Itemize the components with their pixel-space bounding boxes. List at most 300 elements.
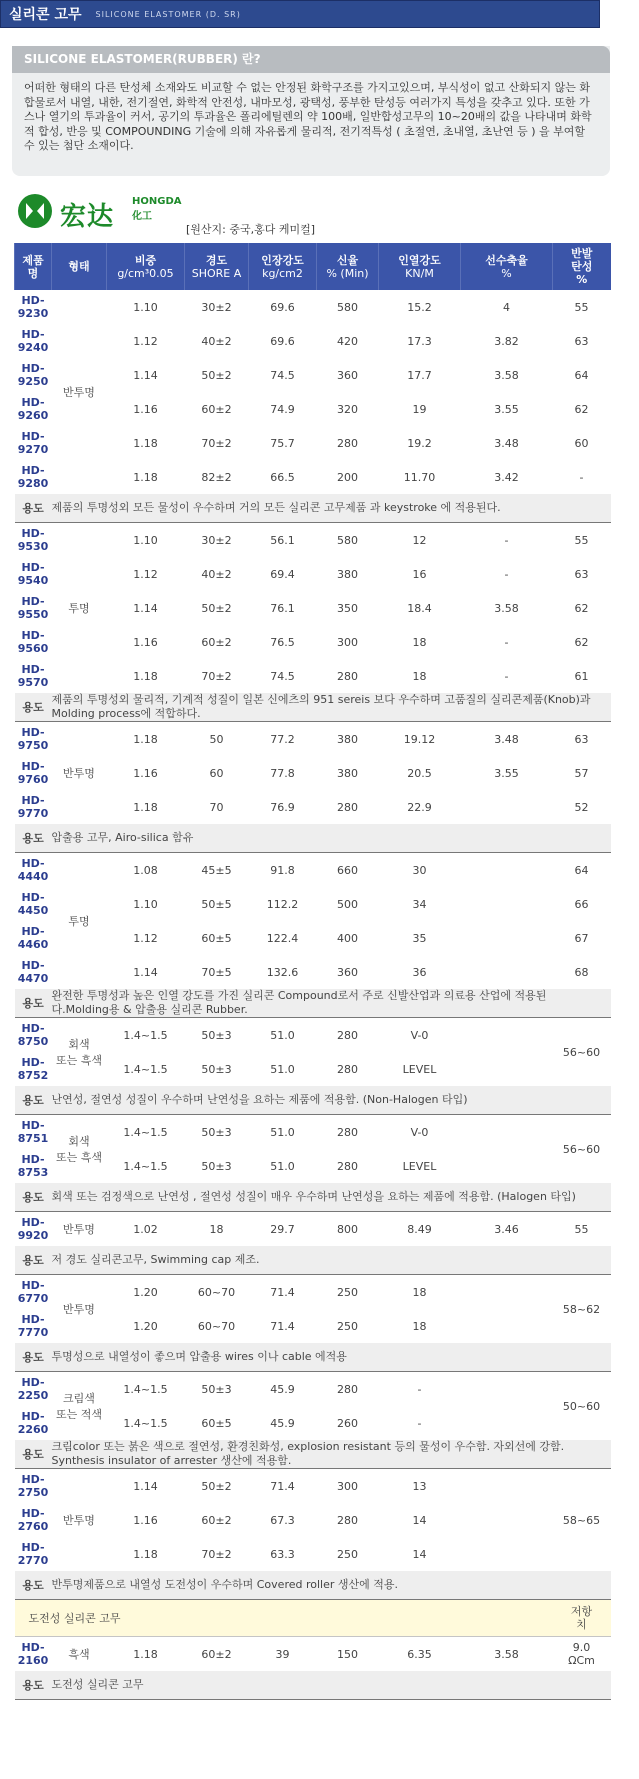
table-cell: 1.12 — [133, 334, 158, 348]
table-cell: 55 — [574, 533, 589, 547]
product-shape: 반투명 — [63, 767, 95, 780]
table-cell: 380 — [337, 766, 358, 780]
table-cell: - — [417, 1416, 422, 1430]
origin-label: [원산지: 중국,홍다 케미컬] — [186, 223, 316, 236]
table-cell: 62 — [574, 601, 589, 615]
table-cell: 350 — [337, 601, 358, 615]
table-cell: 82±2 — [201, 470, 232, 484]
table-cell: 36 — [412, 965, 427, 979]
table-cell: 1.18 — [133, 732, 158, 746]
product-code: HD- 9240 — [17, 328, 49, 354]
table-cell — [461, 1372, 553, 1407]
table-cell: 1.4~1.5 — [123, 1159, 168, 1173]
table-cell: 62 — [574, 635, 589, 649]
rebound-cell: 50~60 — [562, 1399, 601, 1413]
table-cell: 580 — [337, 533, 358, 547]
table-cell: 8.49 — [407, 1222, 432, 1236]
table-cell: 71.4 — [270, 1285, 295, 1299]
usage-label: 용도 — [15, 1086, 52, 1115]
table-cell: 13 — [412, 1479, 427, 1493]
table-cell: 1.16 — [133, 1513, 158, 1527]
usage-row — [15, 1086, 611, 1115]
table-cell: 69.6 — [270, 300, 295, 314]
table-cell: 77.2 — [270, 732, 295, 746]
product-code: HD- 4460 — [17, 925, 49, 951]
table-cell: 51.0 — [270, 1125, 295, 1139]
usage-label: 용도 — [15, 1671, 52, 1700]
table-cell: 1.16 — [133, 402, 158, 416]
table-cell: 34 — [412, 897, 427, 911]
product-code: HD- 4470 — [17, 959, 49, 985]
table-cell: 75.7 — [270, 436, 295, 450]
table-cell: 50±3 — [201, 1062, 232, 1076]
table-cell: 580 — [337, 300, 358, 314]
table-cell: 3.58 — [494, 601, 519, 615]
table-cell: 60±5 — [201, 931, 232, 945]
column-header: 비중 g/cm³0.05 — [107, 243, 185, 290]
table-cell: 74.5 — [270, 368, 295, 382]
table-cell: 3.58 — [494, 1647, 519, 1661]
usage-row — [15, 1671, 611, 1700]
table-cell: 17.7 — [407, 368, 432, 382]
table-row — [15, 1212, 611, 1247]
usage-text: 압출용 고무, Airo-silica 함유 — [52, 824, 611, 853]
table-cell: 3.82 — [494, 334, 519, 348]
table-cell: 1.18 — [133, 800, 158, 814]
product-code: HD- 2250 — [17, 1376, 49, 1402]
column-header: 신율 % (Min) — [317, 243, 379, 290]
table-row — [15, 853, 611, 888]
usage-row — [15, 1246, 611, 1275]
rebound-cell: 58~62 — [562, 1302, 601, 1316]
usage-label: 용도 — [15, 1440, 52, 1469]
table-cell: 60~70 — [197, 1319, 236, 1333]
table-header-row — [15, 243, 611, 290]
table-cell: V-0 — [410, 1125, 429, 1139]
product-code: HD- 9280 — [17, 464, 49, 490]
table-cell: 360 — [337, 368, 358, 382]
table-cell: 3.58 — [494, 368, 519, 382]
table-cell: - — [504, 635, 509, 649]
table-cell: 51.0 — [270, 1062, 295, 1076]
table-cell: 132.6 — [266, 965, 299, 979]
table-cell: 1.16 — [133, 635, 158, 649]
usage-row — [15, 1571, 611, 1600]
product-code: HD- 6770 — [17, 1279, 49, 1305]
product-shape: 회색 또는 흑색 — [55, 1135, 102, 1164]
table-cell: 1.20 — [133, 1285, 158, 1299]
product-shape: 반투명 — [63, 386, 95, 399]
usage-text: 크림color 또는 붉은 색으로 절연성, 환경친화성, explosion resistant 등의 물성이 우수함. 자외선에 강함. Synthesis insulator of arrester 생산에 적용함. — [52, 1440, 611, 1469]
table-cell: 660 — [337, 863, 358, 877]
product-code: HD- 9760 — [17, 760, 49, 786]
table-cell — [461, 955, 553, 989]
usage-text: 제품의 투명성외 물리적, 기계적 성질이 일본 신에츠의 951 sereis 보다 우수하며 고품질의 실리콘제품(Knob)과 Molding process에 적합하다. — [52, 693, 611, 722]
table-cell: 12 — [412, 533, 427, 547]
logo-brand: 宏达 — [60, 202, 115, 232]
table-cell — [461, 1052, 553, 1086]
intro-box — [12, 46, 610, 176]
table-cell: 18 — [412, 1285, 427, 1299]
table-cell: 500 — [337, 897, 358, 911]
product-code: HD- 9530 — [17, 527, 49, 553]
table-cell: 52 — [574, 800, 589, 814]
usage-row — [15, 1183, 611, 1212]
table-cell: LEVEL — [402, 1062, 437, 1076]
column-header: 인열강도 KN/M — [379, 243, 461, 290]
column-header: 인장강도 kg/cm2 — [249, 243, 317, 290]
product-shape: 회색 또는 흑색 — [55, 1038, 102, 1067]
table-cell: 3.46 — [494, 1222, 519, 1236]
conductive-header-row — [15, 1600, 611, 1637]
table-cell: 1.20 — [133, 1319, 158, 1333]
table-row — [15, 722, 611, 757]
table-cell: - — [504, 669, 509, 683]
table-cell: 60 — [574, 436, 589, 450]
table-cell: 1.4~1.5 — [123, 1125, 168, 1139]
table-cell — [461, 887, 553, 921]
product-code: HD- 2760 — [17, 1507, 49, 1533]
table-cell: 50±3 — [201, 1028, 232, 1042]
table-cell: 300 — [337, 635, 358, 649]
table-cell: 60±5 — [201, 1416, 232, 1430]
table-cell: 1.18 — [133, 436, 158, 450]
table-cell: 250 — [337, 1319, 358, 1333]
usage-row — [15, 693, 611, 722]
table-row — [15, 1275, 611, 1310]
usage-text: 도전성 실리콘 고무 — [52, 1671, 611, 1700]
table-cell: 62 — [574, 402, 589, 416]
usage-text: 완전한 투명성과 높은 인열 강도를 가진 실리콘 Compound로서 주로 신발산업과 의료용 산업에 적용된다.Molding용 & 압출용 실리콘 Rubber. — [52, 989, 611, 1018]
table-cell: 45±5 — [201, 863, 232, 877]
table-cell — [461, 853, 553, 888]
table-cell: 66 — [574, 897, 589, 911]
product-code: HD- 9560 — [17, 629, 49, 655]
table-cell — [461, 1309, 553, 1343]
table-cell: 70 — [209, 800, 224, 814]
table-cell: 40±2 — [201, 334, 232, 348]
table-cell: 280 — [337, 800, 358, 814]
table-cell: 1.08 — [133, 863, 158, 877]
table-row — [15, 1115, 611, 1150]
table-cell: 39 — [275, 1647, 290, 1661]
column-header: 반발 탄성 % — [553, 243, 611, 290]
product-code: HD- 9770 — [17, 794, 49, 820]
table-cell: 15.2 — [407, 300, 432, 314]
table-cell: 14 — [412, 1513, 427, 1527]
table-cell: 70±2 — [201, 1547, 232, 1561]
table-cell: 29.7 — [270, 1222, 295, 1236]
table-cell: 70±5 — [201, 965, 232, 979]
table-cell: 50±3 — [201, 1125, 232, 1139]
product-code: HD- 2750 — [17, 1473, 49, 1499]
table-cell: 60±2 — [201, 1513, 232, 1527]
table-row — [15, 290, 611, 324]
usage-label: 용도 — [15, 1343, 52, 1372]
table-cell: 200 — [337, 470, 358, 484]
usage-label: 용도 — [15, 1183, 52, 1212]
table-cell: 30 — [412, 863, 427, 877]
product-code: HD- 8752 — [17, 1056, 49, 1082]
product-code: HD- 2770 — [17, 1541, 49, 1567]
product-shape: 투명 — [68, 602, 90, 615]
product-code: HD- 8751 — [17, 1119, 49, 1145]
table-cell: 67.3 — [270, 1513, 295, 1527]
table-cell: 51.0 — [270, 1159, 295, 1173]
logo-mark-icon — [18, 194, 52, 228]
table-cell: 60±2 — [201, 402, 232, 416]
table-cell: 250 — [337, 1285, 358, 1299]
table-cell: 18 — [412, 1319, 427, 1333]
usage-text: 투명성으로 내열성이 좋으며 압출용 wires 이나 cable 에적용 — [52, 1343, 611, 1372]
table-cell: V-0 — [410, 1028, 429, 1042]
rebound-cell: 56~60 — [562, 1045, 601, 1059]
table-cell: 112.2 — [266, 897, 299, 911]
usage-label: 용도 — [15, 494, 52, 523]
table-cell: 19.12 — [403, 732, 436, 746]
table-cell: 3.55 — [494, 402, 519, 416]
product-code: HD- 9550 — [17, 595, 49, 621]
table-cell: 1.4~1.5 — [123, 1028, 168, 1042]
table-cell: 14 — [412, 1547, 427, 1561]
table-cell: 1.4~1.5 — [123, 1382, 168, 1396]
table-cell: 63 — [574, 732, 589, 746]
table-cell: 1.14 — [133, 965, 158, 979]
table-cell: 3.48 — [494, 732, 519, 746]
resistance-label: 저항 치 — [553, 1600, 611, 1637]
table-cell — [461, 1149, 553, 1183]
table-cell: 280 — [337, 1125, 358, 1139]
table-cell: - — [579, 470, 584, 484]
table-cell: 45.9 — [270, 1382, 295, 1396]
table-cell: 40±2 — [201, 567, 232, 581]
table-cell: 63 — [574, 334, 589, 348]
table-cell: 3.55 — [494, 766, 519, 780]
table-cell: 50±2 — [201, 601, 232, 615]
table-cell — [461, 1018, 553, 1053]
table-cell: 1.10 — [133, 897, 158, 911]
table-cell: 66.5 — [270, 470, 295, 484]
table-cell: 280 — [337, 1513, 358, 1527]
usage-row — [15, 494, 611, 523]
product-code: HD- 9750 — [17, 726, 49, 752]
table-cell: 250 — [337, 1547, 358, 1561]
table-cell: 16 — [412, 567, 427, 581]
page-title: 실리콘 고무 — [9, 7, 82, 23]
table-row — [15, 523, 611, 558]
table-row — [15, 1018, 611, 1053]
usage-label: 용도 — [15, 824, 52, 853]
table-cell: - — [504, 567, 509, 581]
table-cell: 1.10 — [133, 533, 158, 547]
usage-row — [15, 1440, 611, 1469]
table-cell: 50±2 — [201, 1479, 232, 1493]
table-cell: 64 — [574, 863, 589, 877]
company-logo — [14, 192, 214, 232]
product-shape: 크림색 또는 적색 — [55, 1392, 102, 1421]
table-cell: 320 — [337, 402, 358, 416]
column-header: 제품 명 — [15, 243, 52, 290]
table-cell: 18 — [412, 635, 427, 649]
table-cell: 70±2 — [201, 436, 232, 450]
usage-text: 난연성, 절연성 성질이 우수하며 난연성을 요하는 제품에 적용함. (Non-Halogen 타입) — [52, 1086, 611, 1115]
product-code: HD- 4440 — [17, 857, 49, 883]
table-cell: 56.1 — [270, 533, 295, 547]
table-cell: 280 — [337, 1028, 358, 1042]
product-shape: 반투명 — [63, 1223, 95, 1236]
table-cell: - — [504, 533, 509, 547]
table-cell: - — [417, 1382, 422, 1396]
table-cell: 1.16 — [133, 766, 158, 780]
table-cell: 30±2 — [201, 533, 232, 547]
table-cell: 60~70 — [197, 1285, 236, 1299]
table-cell: 20.5 — [407, 766, 432, 780]
table-cell: 76.9 — [270, 800, 295, 814]
product-code: HD- 2260 — [17, 1410, 49, 1436]
table-cell — [461, 1115, 553, 1150]
table-cell: 1.18 — [133, 669, 158, 683]
product-code: HD- 9920 — [17, 1216, 49, 1242]
table-cell: 300 — [337, 1479, 358, 1493]
product-code: HD- 4450 — [17, 891, 49, 917]
logo-brand-en: HONGDA 化工 — [132, 196, 182, 222]
usage-row — [15, 824, 611, 853]
table-cell: 1.18 — [133, 470, 158, 484]
usage-text: 저 경도 실리콘고무, Swimming cap 제조. — [52, 1246, 611, 1275]
table-cell: 420 — [337, 334, 358, 348]
table-cell — [461, 921, 553, 955]
table-cell — [461, 1275, 553, 1310]
table-cell: 1.14 — [133, 601, 158, 615]
usage-text: 반투명제품으로 내열성 도전성이 우수하며 Covered roller 생산에 적용. — [52, 1571, 611, 1600]
table-cell — [461, 1469, 553, 1504]
table-cell: 800 — [337, 1222, 358, 1236]
table-cell: 60±2 — [201, 1647, 232, 1661]
product-code: HD- 9230 — [17, 294, 49, 320]
table-cell: 3.48 — [494, 436, 519, 450]
table-cell: 1.14 — [133, 368, 158, 382]
product-code: HD- 9270 — [17, 430, 49, 456]
column-header: 선수축율 % — [461, 243, 553, 290]
table-cell: 1.12 — [133, 931, 158, 945]
table-row — [15, 1469, 611, 1504]
table-cell: 260 — [337, 1416, 358, 1430]
table-cell: 280 — [337, 1382, 358, 1396]
table-cell: 6.35 — [407, 1647, 432, 1661]
table-cell: 19 — [412, 402, 427, 416]
table-cell: 77.8 — [270, 766, 295, 780]
table-cell: 68 — [574, 965, 589, 979]
table-cell: 91.8 — [270, 863, 295, 877]
usage-label: 용도 — [15, 989, 52, 1018]
product-code: HD- 9260 — [17, 396, 49, 422]
table-cell — [461, 1537, 553, 1571]
usage-row — [15, 989, 611, 1018]
product-code: HD- 9570 — [17, 663, 49, 689]
table-cell: 3.42 — [494, 470, 519, 484]
product-shape: 투명 — [68, 915, 90, 928]
table-cell: 122.4 — [266, 931, 299, 945]
table-cell — [461, 1503, 553, 1537]
table-cell: LEVEL — [402, 1159, 437, 1173]
table-cell: 50 — [209, 732, 224, 746]
usage-label: 용도 — [15, 1571, 52, 1600]
title-bar — [0, 0, 600, 28]
table-cell: 51.0 — [270, 1028, 295, 1042]
table-cell: 76.5 — [270, 635, 295, 649]
table-cell — [461, 1406, 553, 1440]
table-cell: 63 — [574, 567, 589, 581]
table-cell: 50±3 — [201, 1382, 232, 1396]
table-cell: 55 — [574, 300, 589, 314]
table-cell: 380 — [337, 567, 358, 581]
rebound-cell: 58~65 — [562, 1513, 601, 1527]
product-code: HD- 7770 — [17, 1313, 49, 1339]
product-code: HD- 8753 — [17, 1153, 49, 1179]
table-cell: 69.6 — [270, 334, 295, 348]
table-cell: 1.02 — [133, 1222, 158, 1236]
table-cell: 55 — [574, 1222, 589, 1236]
usage-row — [15, 1343, 611, 1372]
product-shape: 흑색 — [68, 1648, 90, 1661]
rebound-cell: 56~60 — [562, 1142, 601, 1156]
table-cell: 150 — [337, 1647, 358, 1661]
table-cell: 1.12 — [133, 567, 158, 581]
column-header: 경도 SHORE A — [185, 243, 249, 290]
table-cell: 63.3 — [270, 1547, 295, 1561]
table-cell: 1.4~1.5 — [123, 1416, 168, 1430]
product-shape: 반투명 — [63, 1303, 95, 1316]
conductive-title: 도전성 실리콘 고무 — [15, 1600, 553, 1637]
table-cell: 18 — [209, 1222, 224, 1236]
table-cell: 30±2 — [201, 300, 232, 314]
table-cell: 1.18 — [133, 1647, 158, 1661]
table-cell: 45.9 — [270, 1416, 295, 1430]
intro-body: 어떠한 형태의 다른 탄성체 소재와도 비교할 수 없는 안정된 화학구조를 가지고있으며, 부식성이 없고 산화되지 않는 화합물로서 내열, 내한, 전기절연, 화학적 안전성, 내마모성, 광택성, 풍부한 탄성등 여러가지 특성을 갖추고 있다. 또한 가스나 열기의 투과율이 커서, 공기의 투과율은 폴리에틸렌의 약 100배, 일반합성고무의 10~20배의 값을 나타내며 화학적 합성, 반응 및 COMPOUNDING 기술에 의해 자유롭게 물리적, 전기적특성 ( 초절연, 초내열, 초난연 등 ) 을 부여할 수 있는 첨단 소재이다. — [24, 81, 592, 152]
table-cell: 280 — [337, 669, 358, 683]
table-cell: 67 — [574, 931, 589, 945]
table-cell: 74.9 — [270, 402, 295, 416]
table-cell: 1.18 — [133, 1547, 158, 1561]
product-code: HD- 9540 — [17, 561, 49, 587]
table-cell: 1.10 — [133, 300, 158, 314]
table-cell: 64 — [574, 368, 589, 382]
product-code: HD- 8750 — [17, 1022, 49, 1048]
table-cell: 4 — [503, 300, 510, 314]
page-subtitle: SILICONE ELASTOMER (D. SR) — [95, 9, 241, 19]
table-cell: 60 — [209, 766, 224, 780]
table-cell: 71.4 — [270, 1319, 295, 1333]
product-code: HD- 2160 — [17, 1641, 49, 1667]
product-code: HD- 9250 — [17, 362, 49, 388]
table-cell: 18.4 — [407, 601, 432, 615]
table-cell: 11.70 — [403, 470, 436, 484]
table-cell: 61 — [574, 669, 589, 683]
table-cell: 71.4 — [270, 1479, 295, 1493]
table-cell: 17.3 — [407, 334, 432, 348]
product-shape: 반투명 — [63, 1514, 95, 1527]
spec-table — [14, 243, 611, 1700]
table-cell: 1.14 — [133, 1479, 158, 1493]
table-cell: 50±5 — [201, 897, 232, 911]
table-cell: 9.0 ΩCm — [568, 1641, 595, 1667]
table-cell: 280 — [337, 436, 358, 450]
table-cell: 280 — [337, 1062, 358, 1076]
table-cell: 22.9 — [407, 800, 432, 814]
intro-heading: SILICONE ELASTOMER(RUBBER) 란? — [12, 46, 610, 73]
table-cell: 70±2 — [201, 669, 232, 683]
table-cell: 60±2 — [201, 635, 232, 649]
